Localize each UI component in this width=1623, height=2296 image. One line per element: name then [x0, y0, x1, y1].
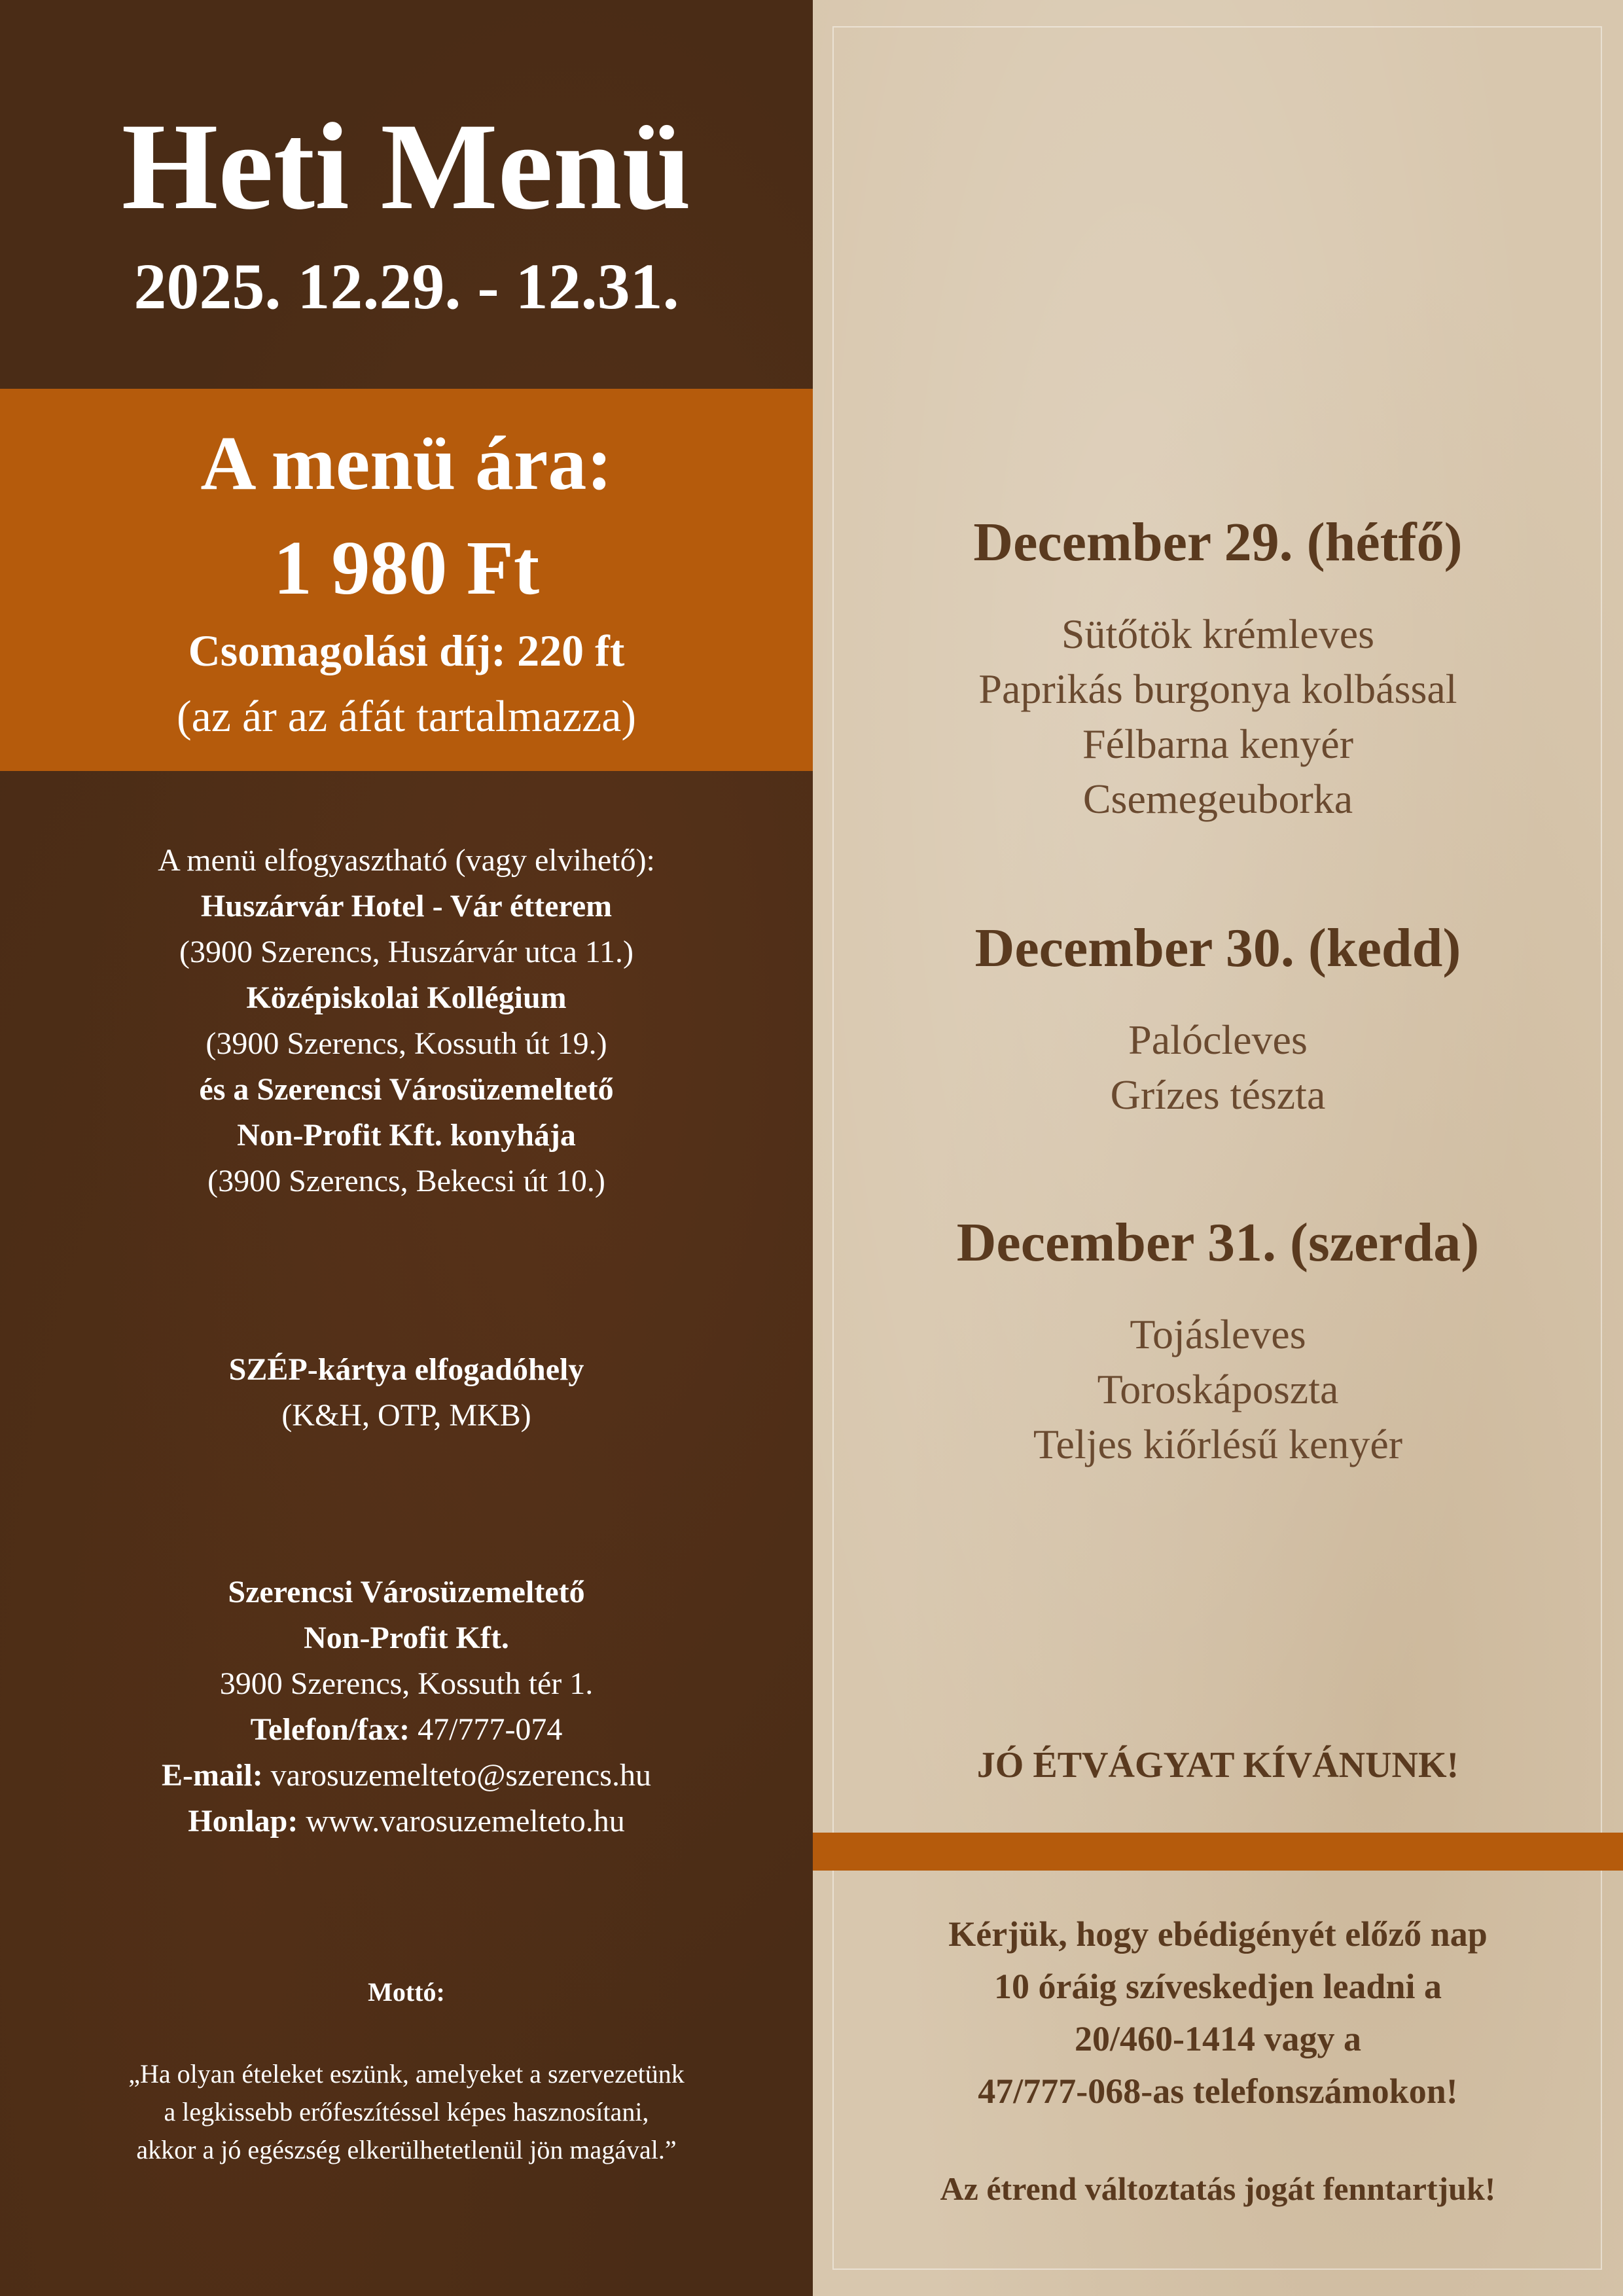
dish: Félbarna kenyér: [1082, 721, 1354, 767]
day-block: [813, 1211, 1623, 1472]
order-note: Kérjük, hogy ebédigényét előző nap 10 óráig szíveskedjen leadni a 20/460-1414 vagy a 47/777-068-as telefonszámokon!: [948, 1914, 1488, 2111]
dish: Grízes tészta: [1110, 1071, 1326, 1118]
dish: Csemegeuborka: [1082, 776, 1353, 822]
company-web: Honlap: www.varosuzemelteto.hu: [188, 1804, 625, 1839]
page-title: Heti Menü: [121, 98, 692, 236]
location-address: (3900 Szerencs, Bekecsi út 10.): [207, 1164, 605, 1198]
location-address: (3900 Szerencs, Kossuth út 19.): [205, 1026, 607, 1061]
company-name: Non-Profit Kft.: [304, 1621, 509, 1655]
location-name: és a Szerencsi Városüzemeltető: [199, 1072, 614, 1107]
dish: Sütőtök krémleves: [1061, 611, 1375, 657]
date-range: 2025. 12.29. - 12.31.: [134, 250, 679, 323]
disclaimer: Az étrend változtatás jogát fenntartjuk!: [940, 2170, 1496, 2207]
packaging-fee: Csomagolási díj: 220 ft: [188, 626, 625, 675]
motto-text: „Ha olyan ételeket eszünk, amelyeket a szervezetünk a legkissebb erőfeszítéssel képes hasznosítani, akkor a jó egészség elkerülhetetlenül jön magával.”: [128, 2059, 685, 2164]
szep-block: [0, 1347, 813, 1439]
locations-block: [0, 838, 813, 1204]
dish: Toroskáposzta: [1097, 1366, 1339, 1412]
company-phone: Telefon/fax: 47/777-074: [250, 1712, 563, 1747]
company-block: [0, 1570, 813, 1844]
szep-cards: (K&H, OTP, MKB): [281, 1398, 531, 1433]
location-address: (3900 Szerencs, Huszárvár utca 11.): [179, 935, 633, 969]
dish: Paprikás burgonya kolbással: [978, 666, 1457, 712]
dish: Tojásleves: [1130, 1311, 1306, 1357]
motto-label: Mottó:: [368, 1977, 445, 2007]
web-link[interactable]: www.varosuzemelteto.hu: [306, 1804, 625, 1839]
day-title: December 31. (szerda): [956, 1212, 1480, 1273]
day-title: December 29. (hétfő): [973, 512, 1463, 573]
day-block: [813, 916, 1623, 1122]
company-email: E-mail: varosuzemelteto@szerencs.hu: [162, 1758, 651, 1793]
company-address: 3900 Szerencs, Kossuth tér 1.: [219, 1666, 594, 1701]
day-block: [813, 511, 1623, 827]
dish: Teljes kiőrlésű kenyér: [1033, 1421, 1403, 1467]
vat-note: (az ár az áfát tartalmazza): [176, 691, 637, 741]
price-amount: 1 980 Ft: [273, 525, 540, 611]
email-link[interactable]: varosuzemelteto@szerencs.hu: [270, 1758, 651, 1793]
dish: Palócleves: [1128, 1016, 1308, 1063]
location-name: Non-Profit Kft. konyhája: [237, 1118, 576, 1153]
szep-title: SZÉP-kártya elfogadóhely: [228, 1352, 584, 1387]
locations-intro: A menü elfogyasztható (vagy elvihető):: [158, 843, 655, 878]
company-name: Szerencsi Városüzemeltető: [228, 1575, 585, 1609]
greeting: JÓ ÉTVÁGYAT KÍVÁNUNK!: [976, 1745, 1459, 1785]
price-label: A menü ára:: [200, 420, 613, 506]
location-name: Középiskolai Kollégium: [246, 980, 567, 1015]
day-title: December 30. (kedd): [974, 918, 1461, 978]
right-accent-band: [813, 1833, 1623, 1871]
location-name: Huszárvár Hotel - Vár étterem: [200, 889, 613, 924]
